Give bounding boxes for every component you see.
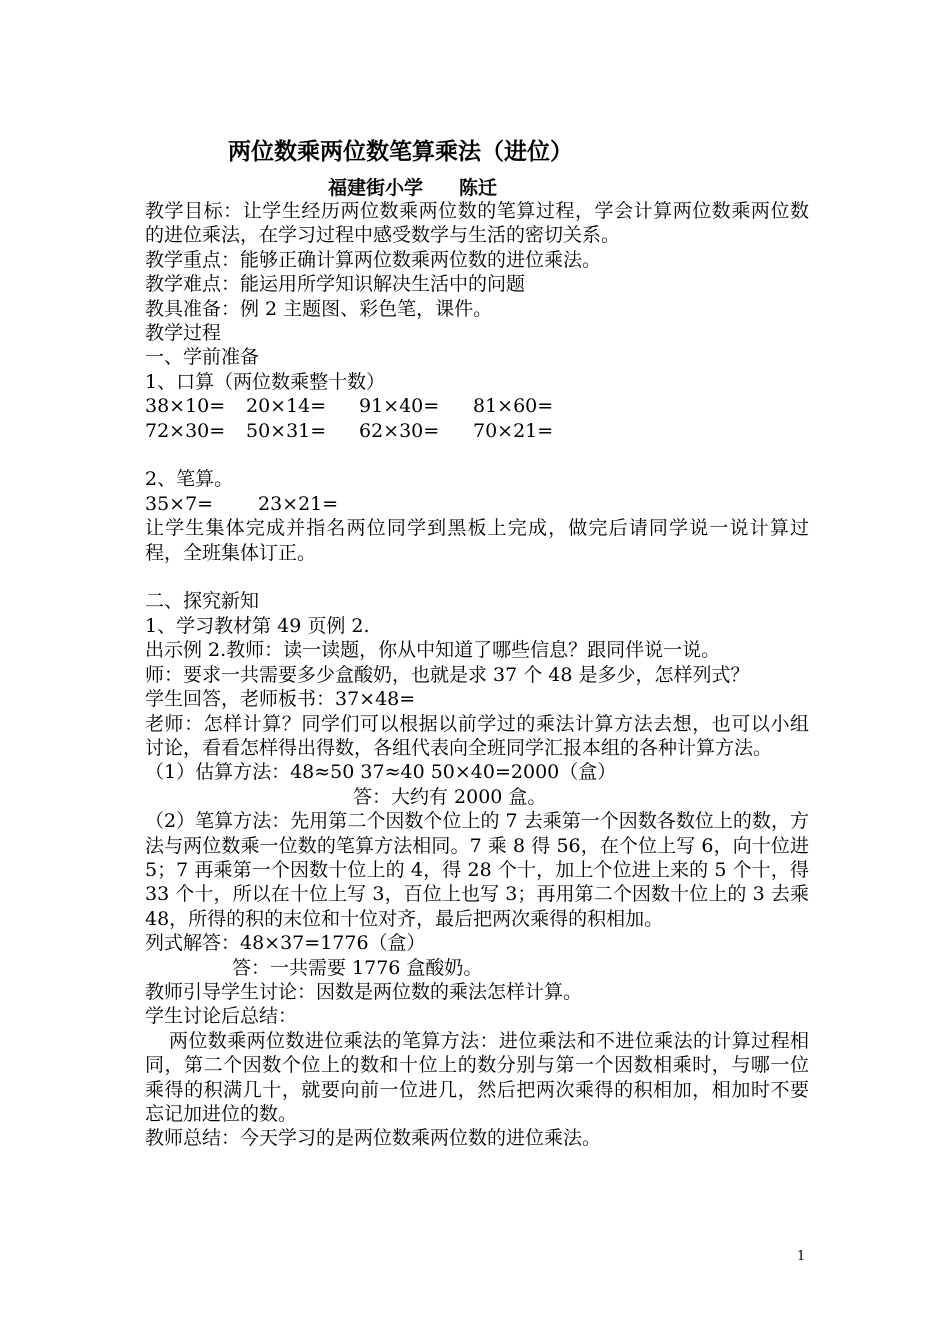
estimate-answer: 答：大约有 2000 盒。 bbox=[353, 785, 547, 808]
summary-heading: 学生讨论后总结： bbox=[145, 1005, 298, 1028]
document-body bbox=[145, 199, 809, 1151]
summary: 两位数乘两位数进位乘法的笔算方法：进位乘法和不进位乘法的计算过程相同，第二个因数个位上的数和十位上的数分别与第一个因数相乘时，与哪一位乘得的积满几十，就要向前一位进几，然后把两次乘得的积相加，相加时不要忘记加进位的数。 bbox=[145, 1029, 809, 1125]
oral-item: 50×31= bbox=[246, 419, 327, 442]
school-name: 福建街小学 bbox=[328, 177, 424, 199]
study-line: 1、学习教材第 49 页例 2. bbox=[145, 614, 370, 637]
show-example: 出示例 2.教师：读一读题，你从中知道了哪些信息？跟同伴说一说。 bbox=[145, 639, 721, 662]
teacher-guide: 教师引导学生讨论：因数是两位数的乘法怎样计算。 bbox=[145, 980, 583, 1003]
document-title: 两位数乘两位数笔算乘法（进位） bbox=[228, 138, 573, 165]
page-number: 1 bbox=[797, 1249, 806, 1264]
key-point: 教学重点：能够正确计算两位数乘两位数的进位乘法。 bbox=[145, 248, 602, 271]
section1-heading: 一、学前准备 bbox=[145, 346, 260, 369]
board-answer: 学生回答，老师板书：37×48= bbox=[145, 688, 416, 711]
solution-answer: 答：一共需要 1776 盒酸奶。 bbox=[232, 956, 483, 979]
process-heading: 教学过程 bbox=[145, 322, 222, 345]
difficulty: 教学难点：能运用所学知识解决生活中的问题 bbox=[145, 273, 526, 296]
oral-item: 72×30= bbox=[145, 419, 226, 442]
oral-row-2 bbox=[145, 419, 809, 443]
solution: 列式解答：48×37=1776（盒） bbox=[145, 932, 426, 955]
section2-heading: 二、探究新知 bbox=[145, 590, 260, 613]
teacher-summary: 教师总结：今天学习的是两位数乘两位数的进位乘法。 bbox=[145, 1127, 602, 1150]
materials: 教具准备：例 2 主题图、彩色笔，课件。 bbox=[145, 297, 493, 320]
teacher-how: 老师：怎样计算？同学们可以根据以前学过的乘法计算方法去想，也可以小组讨论，看看怎样得出得数，各组代表向全班同学汇报本组的各种计算方法。 bbox=[145, 712, 809, 759]
teacher-question: 师：要求一共需要多少盒酸奶，也就是求 37 个 48 是多少，怎样列式？ bbox=[145, 663, 750, 686]
written-note: 让学生集体完成并指名两位同学到黑板上完成，做完后请同学说一说计算过程，全班集体订正。 bbox=[145, 517, 809, 564]
estimate-method: （1）估算方法：48≈50 37≈40 50×40=2000（盒） bbox=[145, 761, 617, 784]
oral-item: 38×10= bbox=[145, 395, 226, 418]
teacher-name: 陈迁 bbox=[459, 177, 498, 199]
teaching-goal: 教学目标：让学生经历两位数乘两位数的笔算过程，学会计算两位数乘两位数的进位乘法，在学习过程中感受数学与生活的密切关系。 bbox=[145, 200, 809, 247]
oral-item: 20×14= bbox=[246, 395, 327, 418]
oral-item: 81×60= bbox=[473, 395, 554, 418]
author-line bbox=[328, 173, 497, 200]
written-item: 23×21= bbox=[258, 492, 339, 515]
oral-item: 62×30= bbox=[359, 419, 440, 442]
written-heading: 2、笔算。 bbox=[145, 468, 234, 491]
oral-heading: 1、口算（两位数乘整十数） bbox=[145, 370, 386, 393]
written-item: 35×7= bbox=[145, 492, 214, 515]
oral-item: 91×40= bbox=[359, 395, 440, 418]
written-method: （2）笔算方法：先用第二个因数个位上的 7 去乘第一个因数各数位上的数，方法与两位数乘一位数的笔算方法相同。7 乘 8 得 56，在个位上写 6，向十位进 5；7 再乘第一个因数十位上的 4，得 28 个十，加上个位进上来的 5 个十，得 33 个十，所以在十位上写 3，百位上也写 3；再用第二个因数十位上的 3 去乘 48，所得的积的末位和十位对齐，最后把两次乘得的积相加。 bbox=[145, 810, 809, 930]
oral-item: 70×21= bbox=[473, 419, 554, 442]
written-row bbox=[145, 492, 809, 516]
oral-row-1 bbox=[145, 394, 809, 418]
